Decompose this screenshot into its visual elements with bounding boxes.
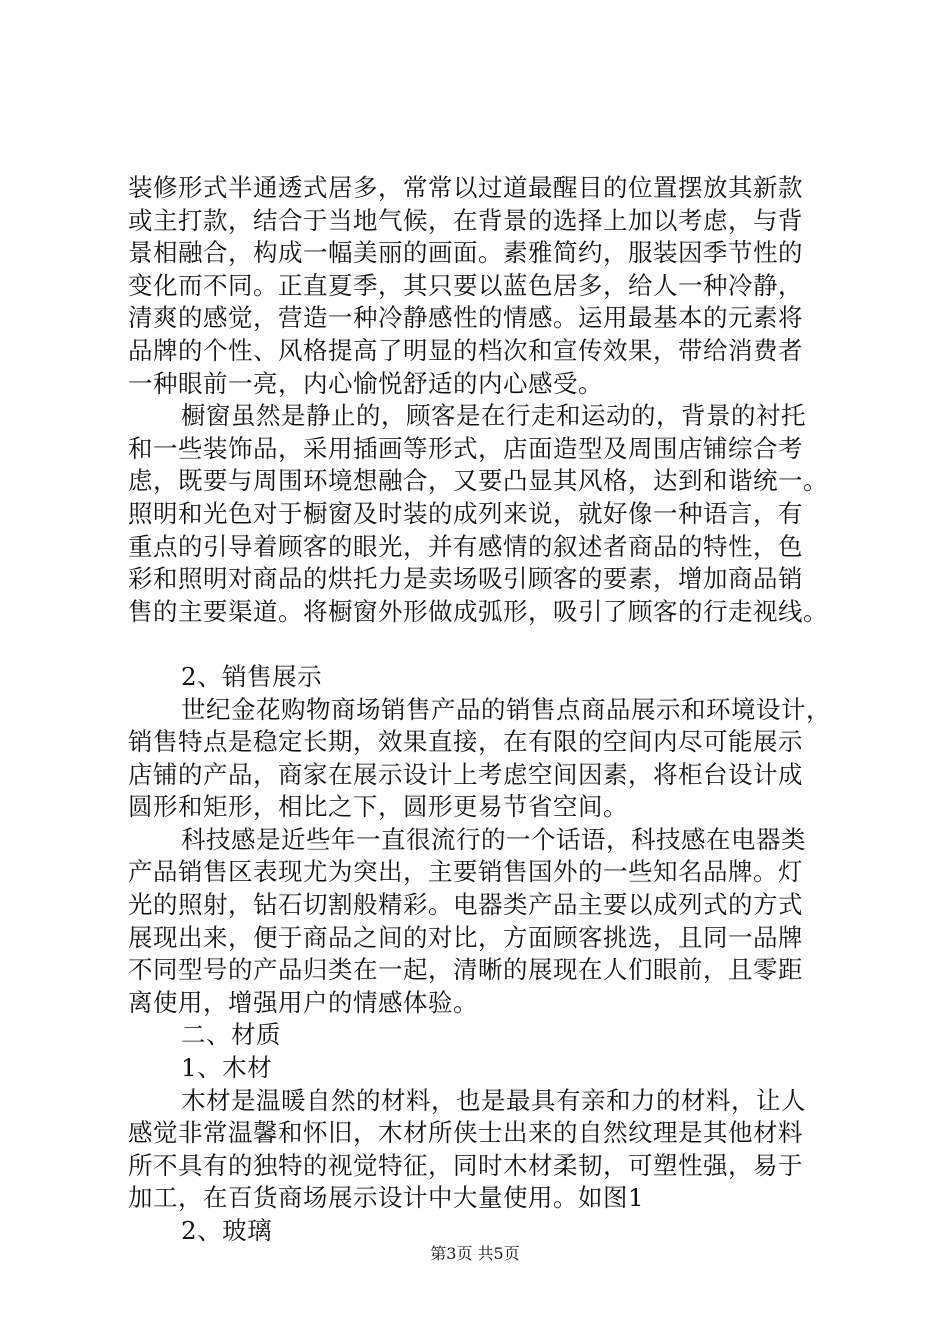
- text-line: 虑，既要与周围环境想融合，又要凸显其风格，达到和谐统一。: [128, 466, 828, 496]
- text-line: 光的照射，钻石切割般精彩。电器类产品主要以成列式的方式: [128, 890, 803, 920]
- text-line: 变化而不同。正直夏季，其只要以蓝色居多，给人一种冷静，: [128, 270, 803, 300]
- text-line: 不同型号的产品归类在一起，清晰的展现在人们眼前，且零距: [128, 955, 803, 985]
- text-line: 2、销售展示: [181, 661, 323, 691]
- text-line: 售的主要渠道。将橱窗外形做成弧形，吸引了顾客的行走视线。: [128, 596, 828, 626]
- text-line: 销售特点是稳定长期，效果直接，在有限的空间内尽可能展示: [128, 727, 803, 757]
- text-line: 展现出来，便于商品之间的对比，方面顾客挑选，且同一品牌: [128, 922, 803, 952]
- text-line: 感觉非常温馨和怀旧，木材所侠士出来的自然纹理是其他材料: [128, 1118, 803, 1148]
- text-line: 清爽的感觉，营造一种冷静感性的情感。运用最基本的元素将: [128, 303, 803, 333]
- text-line: 景相融合，构成一幅美丽的画面。素雅简约，服装因季节性的: [128, 238, 803, 268]
- text-line: 离使用，增强用户的情感体验。: [128, 987, 478, 1017]
- text-line: 科技感是近些年一直很流行的一个话语，科技感在电器类: [181, 824, 806, 854]
- text-line: 1、木材: [181, 1053, 273, 1083]
- text-line: 产品销售区表现尤为突出，主要销售国外的一些知名品牌。灯: [128, 857, 803, 887]
- text-line: 二、材质: [181, 1020, 281, 1050]
- text-line: 所不具有的独特的视觉特征，同时木材柔韧，可塑性强，易于: [128, 1150, 803, 1180]
- text-line: 2、玻璃: [181, 1216, 273, 1245]
- document-body: [128, 172, 831, 1248]
- blank-line: [128, 628, 828, 661]
- text-line: 或主打款，结合于当地气候，在背景的选择上加以考虑，与背: [128, 205, 803, 235]
- text-line: 店铺的产品，商家在展示设计上考虑空间因素，将柜台设计成: [128, 759, 803, 789]
- text-line: 加工，在百货商场展示设计中大量使用。如图1: [128, 1183, 645, 1213]
- text-line: 装修形式半通透式居多，常常以过道最醒目的位置摆放其新款: [128, 173, 803, 202]
- page-footer: 第3页 共5页: [430, 1244, 520, 1263]
- text-line: 圆形和矩形，相比之下，圆形更易节省空间。: [128, 792, 628, 822]
- text-line: 重点的引导着顾客的眼光，并有感情的叙述者商品的特性，色: [128, 531, 803, 561]
- text-line: 世纪金花购物商场销售产品的销售点商品展示和环境设计，: [181, 694, 831, 724]
- text-line: 品牌的个性、风格提高了明显的档次和宣传效果，带给消费者: [128, 335, 803, 365]
- text-line: 橱窗虽然是静止的，顾客是在行走和运动的，背景的衬托: [181, 401, 806, 431]
- text-line: 木材是温暖自然的材料，也是最具有亲和力的材料，让人: [181, 1085, 806, 1115]
- text-line: 一种眼前一亮，内心愉悦舒适的内心感受。: [128, 368, 603, 398]
- text-line: 和一些装饰品，采用插画等形式，店面造型及周围店铺综合考: [128, 433, 803, 463]
- text-line: 彩和照明对商品的烘托力是卖场吸引顾客的要素，增加商品销: [128, 564, 803, 594]
- text-line: 照明和光色对于橱窗及时装的成列来说，就好像一种语言，有: [128, 498, 803, 528]
